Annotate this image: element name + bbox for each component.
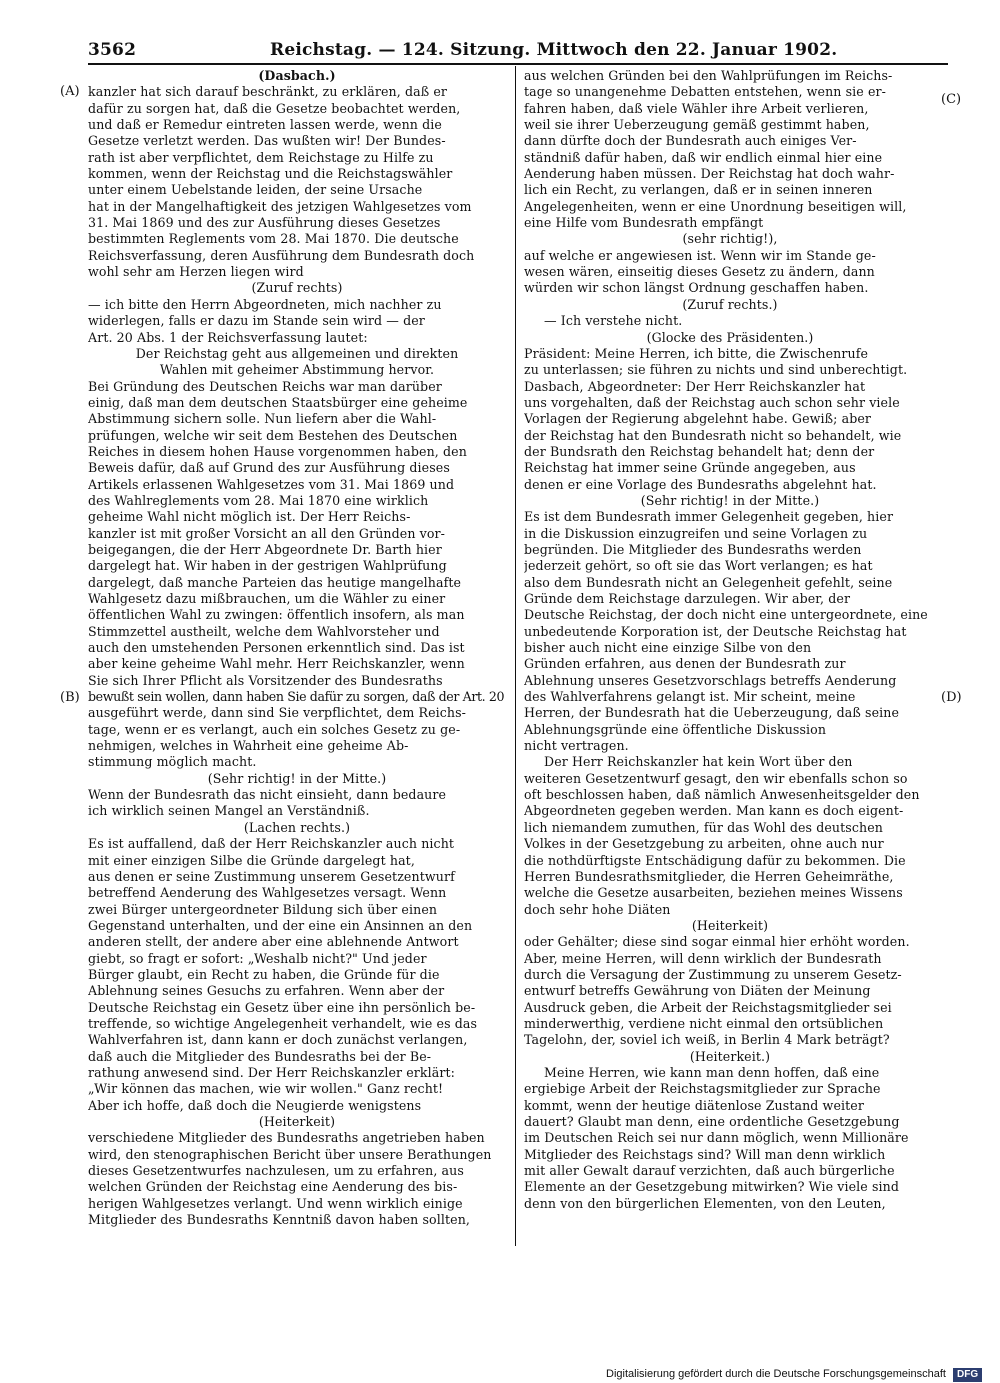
- text-line: (sehr richtig!),: [682, 231, 778, 247]
- margin-mark-a: (A): [60, 84, 80, 99]
- text-line: bewußt sein wollen, dann haben Sie dafür zu sorgen, daß der Art. 20: [88, 689, 505, 705]
- text-line: denn von den bürgerlichen Elementen, von den Leuten,: [524, 1195, 886, 1211]
- text-line: Sie sich Ihrer Pflicht als Vorsitzender des Bundesraths: [88, 672, 443, 688]
- text-line: Gegenstand unterhalten, und der eine ein Ansinnen an den: [88, 917, 473, 933]
- text-line: Gründen erfahren, aus denen der Bundesrath zur: [524, 656, 846, 672]
- text-line: kanzler hat sich darauf beschränkt, zu erklären, daß er: [88, 84, 448, 100]
- text-line: Aber, meine Herren, will denn wirklich der Bundesrath: [524, 950, 882, 966]
- text-line: auf welche er angewiesen ist. Wenn wir im Stande ge-: [524, 247, 876, 263]
- text-line: (Zuruf rechts.): [682, 296, 778, 312]
- text-line: Art. 20 Abs. 1 der Reichsverfassung lautet:: [88, 329, 368, 345]
- text-line: in die Diskussion einzugreifen und seine Vorlagen zu: [524, 525, 868, 541]
- text-line: (Glocke des Präsidenten.): [646, 329, 814, 345]
- text-line: Es ist dem Bundesrath immer Gelegenheit gegeben, hier: [524, 509, 894, 525]
- text-line: mit einer einzigen Silbe die Gründe dargelegt hat,: [88, 852, 415, 868]
- text-line: tage so unangenehme Debatten entstehen, wenn sie er-: [524, 84, 886, 100]
- text-line: dargelegt hat. Wir haben in der gestrigen Wahlprüfung: [88, 558, 447, 574]
- text-line: — ich bitte den Herrn Abgeordneten, mich nachher zu: [88, 296, 442, 312]
- text-line: begründen. Die Mitglieder des Bundesraths werden: [524, 541, 862, 557]
- text-line: Meine Herren, wie kann man denn hoffen, daß eine: [544, 1064, 880, 1080]
- text-line: bisher auch nicht eine einzige Silbe von den: [524, 640, 812, 656]
- text-line: Mitglieder des Reichstags sind? Will man denn wirklich: [524, 1146, 886, 1162]
- text-line: der Bundsrath den Reichstag behandelt hat; denn der: [524, 443, 875, 459]
- text-line: uns vorgehalten, daß der Reichstag auch schon sehr viele: [524, 394, 900, 410]
- text-line: Deutsche Reichstag, der doch nicht eine untergeordnete, eine: [524, 607, 928, 623]
- text-line: Ablehnung unseres Gesetzvorschlags betreffs Aenderung: [524, 672, 897, 688]
- header-rule: [88, 63, 948, 65]
- text-line: kanzler ist mit großer Vorsicht an all den Gründen vor-: [88, 525, 446, 541]
- text-line: stimmung möglich macht.: [88, 754, 257, 770]
- text-line: Reiches in diesem hohen Hause vorgenommen haben, den: [88, 443, 467, 459]
- text-line: lich niemandem zumuthen, für das Wohl des deutschen: [524, 819, 883, 835]
- text-line: ergiebige Arbeit der Reichstagsmitglieder zur Sprache: [524, 1081, 881, 1097]
- margin-mark-b: (B): [60, 690, 80, 705]
- text-line: Der Herr Reichskanzler hat kein Wort über den: [544, 754, 853, 770]
- text-line: Elemente an der Gesetzgebung mitwirken? Wie viele sind: [524, 1179, 900, 1195]
- text-line: oder Gehälter; diese sind sogar einmal hier erhöht worden.: [524, 934, 910, 950]
- text-line: (Heiterkeit): [258, 1114, 336, 1129]
- text-line: verschiedene Mitglieder des Bundesraths angetrieben haben: [88, 1130, 485, 1146]
- text-line: weil sie ihrer Ueberzeugung gemäß gestimmt haben,: [524, 117, 870, 133]
- text-line: anderen stellt, der andere aber eine ablehnende Antwort: [88, 934, 459, 950]
- text-line: herigen Wahlgesetzes verlangt. Und wenn wirklich einige: [88, 1195, 463, 1211]
- text-line: denen er eine Vorlage des Bundesraths abgelehnt hat.: [524, 476, 877, 492]
- text-line: (Heiterkeit): [691, 917, 769, 933]
- text-line: rathung anwesend sind. Der Herr Reichskanzler erklärt:: [88, 1064, 455, 1080]
- text-line: dann dürfte doch der Bundesrath auch einiges Ver-: [524, 133, 857, 149]
- text-line: Herren, der Bundesrath hat die Ueberzeugung, daß seine: [524, 705, 900, 721]
- text-line: Reichsverfassung, deren Ausführung dem Bundesrath doch: [88, 247, 475, 263]
- text-line: zu unterlassen; sie führen zu nichts und sind unberechtigt.: [524, 362, 908, 378]
- text-line: rath ist aber verpflichtet, dem Reichstage zu Hilfe zu: [88, 149, 434, 165]
- text-line: also dem Bundesrath nicht an Gelegenheit gefehlt, seine: [524, 574, 893, 590]
- text-line: betreffend Aenderung des Wahlgesetzes versagt. Wenn: [88, 885, 447, 901]
- text-line: entwurf betreffs Gewährung von Diäten der Meinung: [524, 983, 871, 999]
- page-number: 3562: [88, 40, 137, 60]
- text-line: und daß er Remedur eintreten lassen werde, wenn die: [88, 117, 442, 133]
- text-line: Bürger glaubt, ein Recht zu haben, die Gründe für die: [88, 966, 440, 982]
- text-line: (Sehr richtig! in der Mitte.): [207, 770, 387, 786]
- text-line: hat in der Mangelhaftigkeit des jetzigen Wahlgesetzes vom: [88, 198, 472, 214]
- text-line: giebt, so fragt er sofort: „Weshalb nicht?" Und jeder: [88, 950, 427, 966]
- text-line: weiteren Gesetzentwurf gesagt, den wir ebenfalls schon so: [524, 770, 908, 786]
- text-line: Herren Bundesrathsmitglieder, die Herren Geheimräthe,: [524, 868, 894, 884]
- text-line: doch sehr hohe Diäten: [524, 901, 671, 917]
- text-line: die nothdürftigste Entschädigung dafür zu bekommen. Die: [524, 852, 906, 868]
- left-text-column: [88, 68, 506, 1228]
- text-line: Aenderung haben müssen. Der Reichstag hat doch wahr-: [524, 166, 895, 182]
- text-line: aus welchen Gründen bei den Wahlprüfungen im Reichs-: [524, 68, 893, 83]
- column-divider: [515, 66, 516, 1246]
- text-line: Wenn der Bundesrath das nicht einsieht, dann bedaure: [88, 787, 447, 803]
- page-header-title: Reichstag. — 124. Sitzung. Mittwoch den 22. Januar 1902.: [270, 40, 838, 60]
- text-line: ausgeführt werde, dann sind Sie verpflichtet, dem Reichs-: [88, 705, 467, 721]
- text-line: Wahlgesetz dazu mißbrauchen, um die Wähler zu einer: [88, 591, 446, 606]
- text-line: eine Hilfe vom Bundesrath empfängt: [524, 215, 764, 231]
- text-line: Dasbach, Abgeordneter: Der Herr Reichskanzler hat: [524, 378, 866, 394]
- text-line: einig, daß man dem deutschen Staatsbürger eine geheime: [88, 394, 468, 410]
- text-line: Abgeordneten gegeben werden. Man kann es doch eigent-: [524, 803, 904, 819]
- text-line: dargelegt, daß manche Parteien das heutige mangelhafte: [88, 574, 462, 590]
- text-line: „Wir können das machen, wie wir wollen." Ganz recht!: [88, 1081, 444, 1097]
- text-line: (Lachen rechts.): [243, 819, 351, 835]
- text-line: Wahlen mit geheimer Abstimmung hervor.: [159, 362, 435, 378]
- margin-mark-c: (C): [941, 92, 962, 107]
- digitization-credit: [606, 1366, 982, 1382]
- text-line: auch den umstehenden Personen erkenntlich sind. Das ist: [88, 640, 465, 656]
- text-line: dafür zu sorgen hat, daß die Gesetze beobachtet werden,: [88, 100, 461, 116]
- text-line: tage, wenn er es verlangt, auch ein solches Gesetz zu ge-: [88, 721, 461, 737]
- text-line: Gründe dem Reichstage darzulegen. Wir aber, der: [524, 591, 851, 606]
- text-line: daß auch die Mitglieder des Bundesraths bei der Be-: [88, 1048, 432, 1064]
- text-line: würden wir schon längst Ordnung geschaffen haben.: [524, 280, 869, 296]
- margin-mark-d: (D): [941, 690, 962, 705]
- text-line: Aber ich hoffe, daß doch die Neugierde wenigstens: [88, 1097, 422, 1113]
- text-line: widerlegen, falls er dazu im Stande sein wird — der: [88, 313, 425, 329]
- text-line: Präsident: Meine Herren, ich bitte, die Zwischenrufe: [524, 345, 869, 361]
- text-line: Es ist auffallend, daß der Herr Reichskanzler auch nicht: [88, 836, 455, 852]
- text-line: ständniß dafür haben, daß wir endlich einmal hier eine: [524, 149, 883, 165]
- text-line: öffentlichen Wahl zu zwingen: öffentlich insofern, als man: [88, 607, 465, 623]
- text-line: Angelegenheiten, wenn er eine Unordnung beseitigen will,: [524, 198, 907, 214]
- credit-text: Digitalisierung gefördert durch die Deutsche Forschungsgemeinschaft: [606, 1368, 946, 1380]
- text-line: 31. Mai 1869 und des zur Ausführung dieses Gesetzes: [88, 215, 441, 231]
- text-line: zwei Bürger untergeordneter Bildung sich über einen: [88, 901, 438, 917]
- text-line: (Dasbach.): [258, 68, 336, 83]
- text-line: des Wahlreglements vom 28. Mai 1870 eine wirklich: [88, 492, 429, 508]
- text-line: jederzeit gehört, so oft sie das Wort verlangen; es hat: [524, 558, 873, 574]
- text-line: prüfungen, welche wir seit dem Bestehen des Deutschen: [88, 427, 458, 443]
- text-line: (Zuruf rechts): [251, 280, 343, 296]
- text-line: aus denen er seine Zustimmung unserem Gesetzentwurf: [88, 868, 455, 884]
- text-line: Ablehnung seines Gesuchs zu erfahren. Wenn aber der: [88, 983, 445, 999]
- text-line: welche die Gesetze ausarbeiten, beziehen meines Wissens: [524, 885, 903, 901]
- text-line: welchen Gründen der Reichstag eine Aenderung des bis-: [88, 1179, 458, 1195]
- text-line: Mitglieder des Bundesraths Kenntniß davon haben sollten,: [88, 1212, 471, 1228]
- text-line: Bei Gründung des Deutschen Reichs war man darüber: [88, 378, 442, 394]
- text-line: wohl sehr am Herzen liegen wird: [88, 264, 304, 280]
- text-line: Deutsche Reichstag ein Gesetz über eine ihn persönlich be-: [88, 999, 476, 1015]
- text-line: wesen wären, einseitig dieses Gesetz zu ändern, dann: [524, 264, 875, 280]
- text-line: dauert? Glaubt man denn, eine ordentliche Gesetzgebung: [524, 1114, 900, 1129]
- text-line: nicht vertragen.: [524, 738, 629, 754]
- text-line: des Wahlverfahrens gelangt ist. Mir scheint, meine: [524, 689, 856, 705]
- text-line: unbedeutende Korporation ist, der Deutsche Reichstag hat: [524, 623, 907, 639]
- text-line: Volkes in der Gesetzgebung zu arbeiten, ohne auch nur: [524, 836, 884, 852]
- text-line: minderwerthig, verdiene nicht einmal den ortsüblichen: [524, 1015, 884, 1031]
- right-text-column: [524, 68, 936, 1212]
- text-line: Reichstag hat immer seine Gründe angegeben, aus: [524, 460, 856, 476]
- text-line: Stimmzettel austheilt, welche dem Wahlvorsteher und: [88, 623, 440, 639]
- text-line: ich wirklich seinen Mangel an Verständniß.: [88, 803, 370, 819]
- text-line: Abstimmung sichern solle. Nun liefern aber die Wahl-: [88, 411, 437, 427]
- running-header: [88, 38, 948, 62]
- text-line: der Reichstag hat den Bundesrath nicht so behandelt, wie: [524, 427, 902, 443]
- text-line: Ausdruck geben, die Arbeit der Reichstagsmitglieder sei: [524, 999, 892, 1015]
- text-line: — Ich verstehe nicht.: [544, 313, 683, 329]
- text-line: wird, den stenographischen Bericht über unsere Berathungen: [88, 1146, 492, 1162]
- text-line: fahren haben, daß viele Wähler ihre Arbeit verlieren,: [524, 100, 869, 116]
- text-line: beigegangen, die der Herr Abgeordnete Dr. Barth hier: [88, 541, 442, 557]
- text-line: Der Reichstag geht aus allgemeinen und direkten: [135, 345, 459, 361]
- text-line: kommen, wenn der Reichstag und die Reichstagswähler: [88, 166, 453, 182]
- text-line: oft beschlossen haben, daß nämlich Anwesenheitsgelder den: [524, 787, 920, 803]
- text-line: (Heiterkeit.): [689, 1048, 771, 1064]
- text-line: mit aller Gewalt darauf verzichten, daß auch bürgerliche: [524, 1163, 895, 1179]
- text-line: Beweis dafür, daß auf Grund des zur Ausführung dieses: [88, 460, 450, 476]
- text-line: im Deutschen Reich sei nur dann möglich, wenn Millionäre: [524, 1130, 909, 1146]
- text-line: Wahlverfahren ist, dann kann er doch zunächst verlangen,: [88, 1032, 468, 1048]
- dfg-logo: DFG: [953, 1368, 982, 1382]
- text-line: Ablehnungsgründe eine öffentliche Diskussion: [524, 721, 827, 737]
- text-line: bestimmten Reglements vom 28. Mai 1870. Die deutsche: [88, 231, 459, 247]
- text-line: dieses Gesetzentwurfes nachzulesen, um zu erfahren, aus: [88, 1163, 464, 1179]
- text-line: (Sehr richtig! in der Mitte.): [640, 492, 820, 508]
- text-line: geheime Wahl nicht möglich ist. Der Herr Reichs-: [88, 509, 411, 525]
- text-line: Artikels erlassenen Wahlgesetzes vom 31. Mai 1869 und: [88, 476, 455, 492]
- text-line: Gesetze verletzt werden. Das wußten wir! Der Bundes-: [88, 133, 446, 149]
- text-line: durch die Versagung der Zustimmung zu unserem Gesetz-: [524, 966, 902, 982]
- text-line: unter einem Uebelstande leiden, der seine Ursache: [88, 182, 423, 198]
- text-line: nehmigen, welches in Wahrheit eine geheime Ab-: [88, 738, 409, 754]
- text-line: lich ein Recht, zu verlangen, daß er in seinen inneren: [524, 182, 873, 198]
- text-line: Tagelohn, der, soviel ich weiß, in Berlin 4 Mark beträgt?: [524, 1032, 890, 1048]
- text-line: treffende, so wichtige Angelegenheit verhandelt, wie es das: [88, 1015, 478, 1031]
- text-line: aber keine geheime Wahl mehr. Herr Reichskanzler, wenn: [88, 656, 465, 672]
- text-line: kommt, wenn der heutige diätenlose Zustand weiter: [524, 1097, 864, 1113]
- text-line: Vorlagen der Regierung abgelehnt habe. Gewiß; aber: [524, 411, 872, 427]
